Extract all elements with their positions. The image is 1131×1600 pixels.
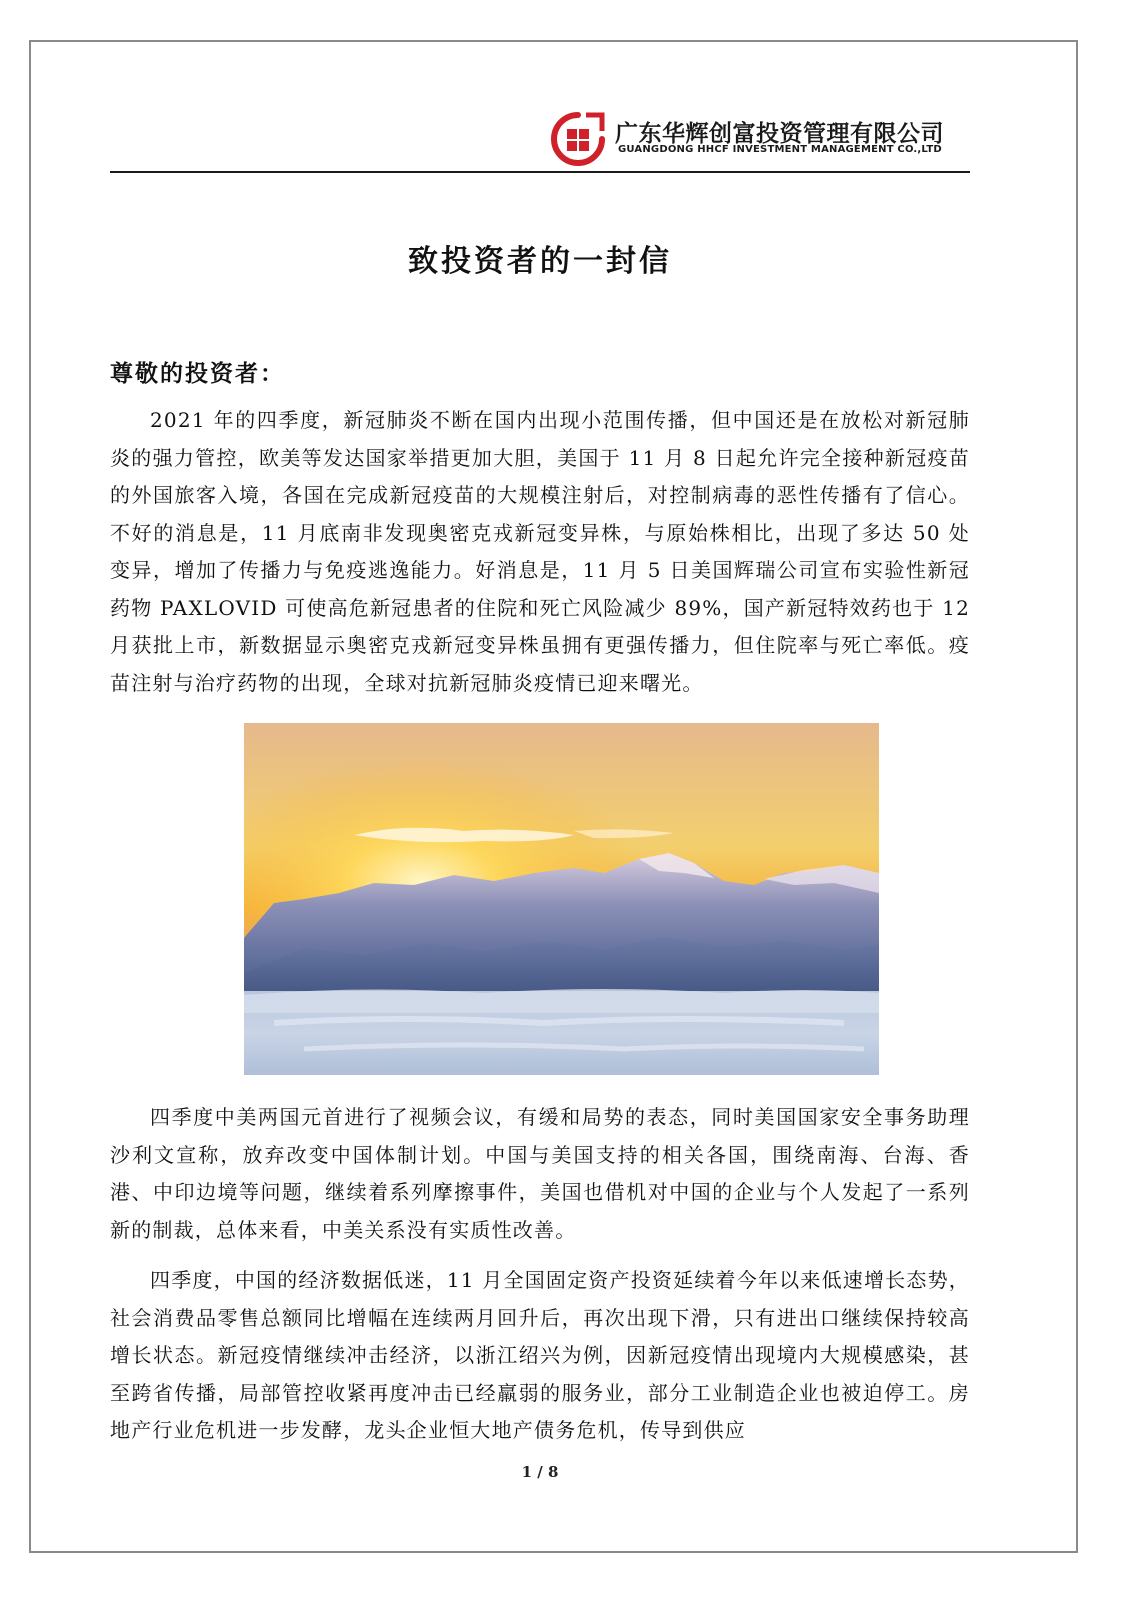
hhcf-logo-icon bbox=[548, 109, 608, 169]
letterhead bbox=[110, 105, 970, 173]
salutation: 尊敬的投资者： bbox=[110, 360, 285, 387]
page-number: 1 / 8 bbox=[521, 1463, 559, 1481]
company-name-en: GUANGDONG HHCF INVESTMENT MANAGEMENT CO.,LTD bbox=[618, 144, 942, 155]
company-name-cn: 广东华辉创富投资管理有限公司 bbox=[615, 121, 944, 147]
paragraph-3: 四季度，中国的经济数据低迷，11 月全国固定资产投资延续着今年以来低速增长态势，社会消费品零售总额同比增幅在连续两月回升后，再次出现下滑，只有进出口继续保持较高增长状态。新冠疫情继续冲击经济，以浙江绍兴为例，因新冠疫情出现境内大规模感染，甚至跨省传播，局部管控收紧再度冲击已经羸弱的服务业，部分工业制造企业也被迫停工。房地产行业危机进一步发酵，龙头企业恒大地产债务危机，传导到供应 bbox=[110, 1268, 970, 1442]
document-title: 致投资者的一封信 bbox=[408, 244, 672, 279]
paragraph-2: 四季度中美两国元首进行了视频会议，有缓和局势的表态，同时美国国家安全事务助理沙利文宣称，放弃改变中国体制计划。中国与美国支持的相关各国，围绕南海、台海、香港、中印边境等问题，继续着系列摩擦事件，美国也借机对中国的企业与个人发起了一系列新的制裁，总体来看，中美关系没有实质性改善。 bbox=[110, 1105, 970, 1242]
paragraph-1: 2021 年的四季度，新冠肺炎不断在国内出现小范围传播，但中国还是在放松对新冠肺炎的强力管控，欧美等发达国家举措更加大胆，美国于 11 月 8 日起允许完全接种新冠疫苗的外国旅客入境，各国在完成新冠疫苗的大规模注射后，对控制病毒的恶性传播有了信心。不好的消息是，11 月底南非发现奥密克戎新冠变异株，与原始株相比，出现了多达 50 处变异，增加了传播力与免疫逃逸能力。好消息是，11 月 5 日美国辉瑞公司宣布实验性新冠药物 PAXLOVID 可使高危新冠患者的住院和死亡风险减少 89%，国产新冠特效药也于 12 月获批上市，新数据显示奥密克戎新冠变异株虽拥有更强传播力，但住院率与死亡率低。疫苗注射与治疗药物的出现，全球对抗新冠肺炎疫情已迎来曙光。 bbox=[110, 408, 970, 695]
sunrise-over-snow-mountains-image bbox=[244, 723, 879, 1075]
